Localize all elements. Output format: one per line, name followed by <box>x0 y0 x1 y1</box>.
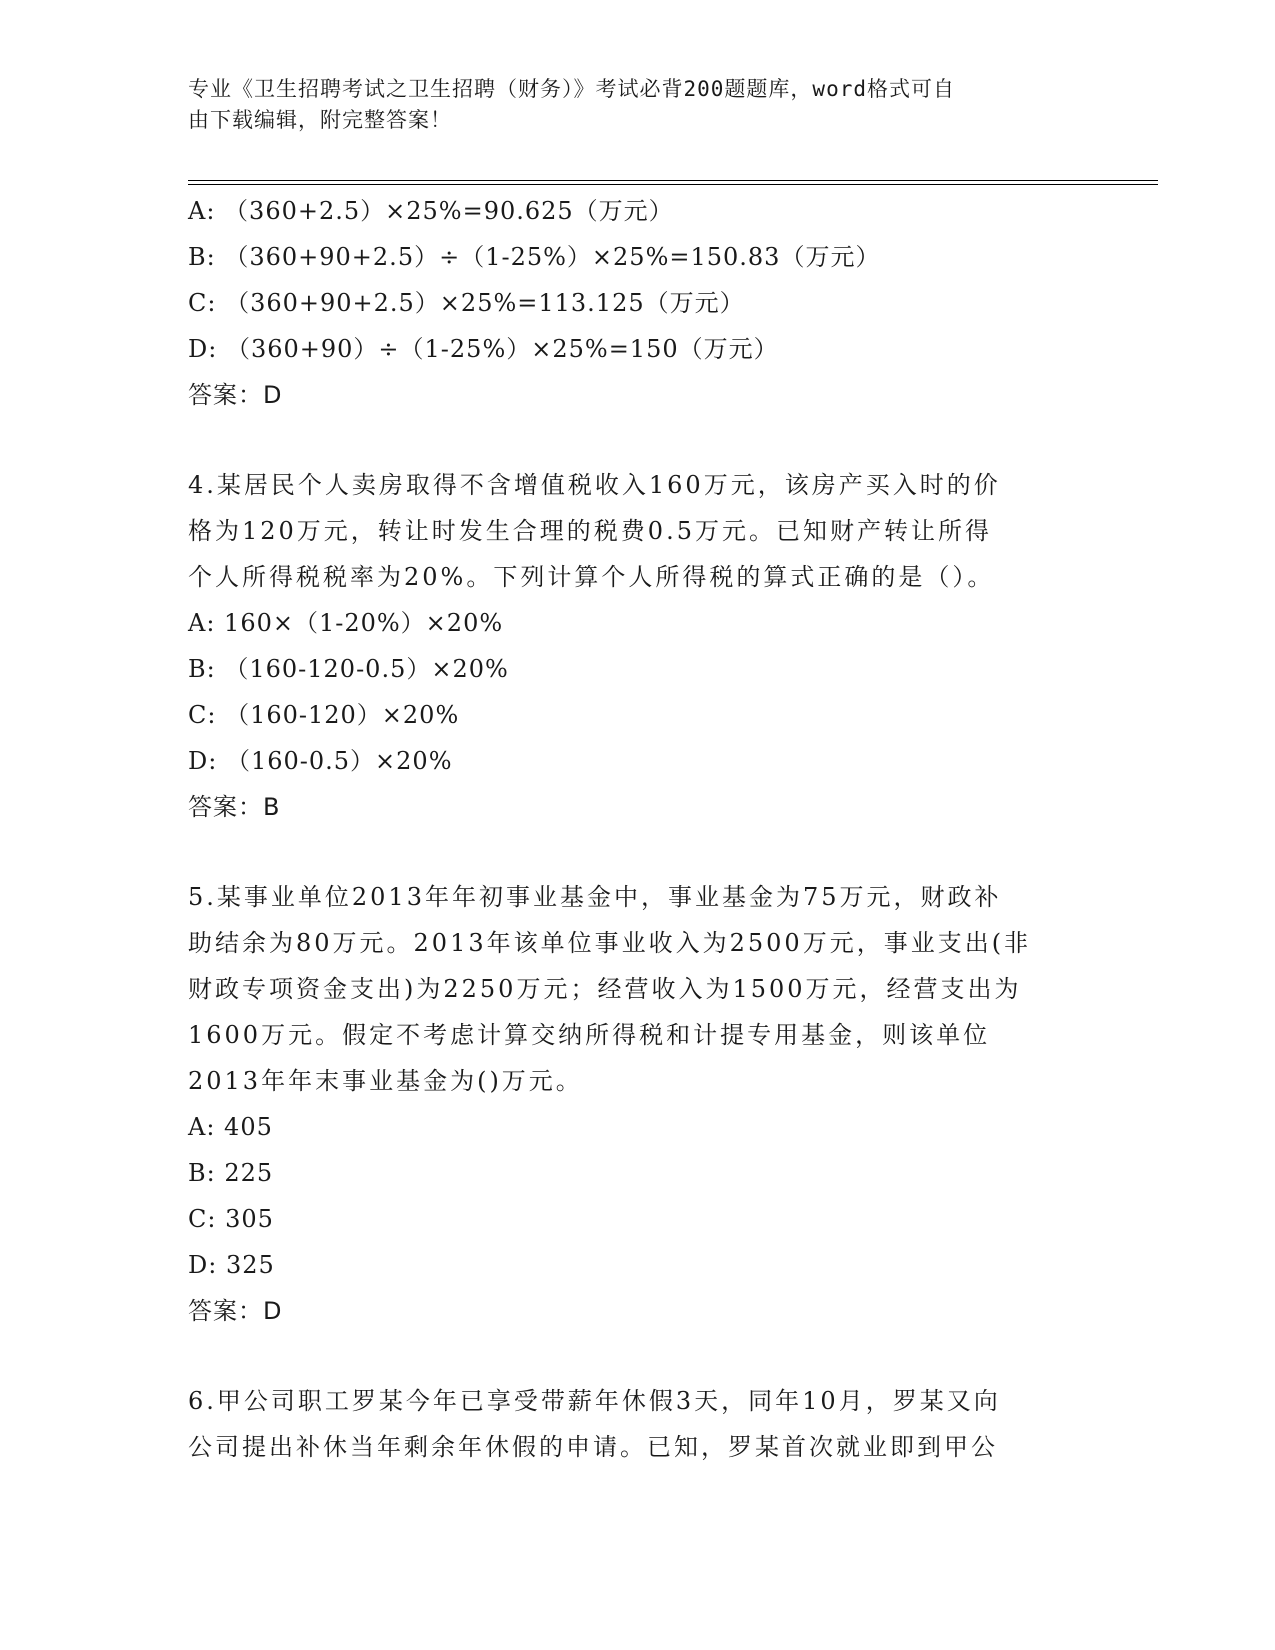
option-d: D: （160-0.5）×20% <box>188 747 453 775</box>
option-b: B: （160-120-0.5）×20% <box>188 655 509 683</box>
document-body <box>188 188 1088 1470</box>
option-d: D: 325 <box>188 1251 275 1279</box>
answer: 答案：D <box>188 1297 283 1325</box>
question-3 <box>188 188 1088 418</box>
option-a: A: （360+2.5）×25%=90.625（万元） <box>188 197 674 225</box>
question-stem-line: 1600万元。假定不考虑计算交纳所得税和计提专用基金，则该单位 <box>188 1021 991 1049</box>
question-stem-line: 5.某事业单位2013年年初事业基金中，事业基金为75万元，财政补 <box>188 883 1002 911</box>
question-stem-line: 公司提出补休当年剩余年休假的申请。已知，罗某首次就业即到甲公 <box>188 1433 998 1461</box>
option-b: B: 225 <box>188 1159 274 1187</box>
question-6 <box>188 1378 1088 1470</box>
option-c: C: （160-120）×20% <box>188 701 460 729</box>
header-divider <box>188 180 1158 181</box>
option-b: B: （360+90+2.5）÷（1-25%）×25%=150.83（万元） <box>188 243 881 271</box>
question-4 <box>188 462 1088 830</box>
header-line: 专业《卫生招聘考试之卫生招聘（财务）》考试必背200题题库，word格式可自 <box>188 77 955 101</box>
answer: 答案：D <box>188 381 283 409</box>
option-a: A: 160×（1-20%）×20% <box>188 609 504 637</box>
question-stem-line: 个人所得税税率为20%。下列计算个人所得税的算式正确的是（）。 <box>188 563 995 591</box>
answer: 答案：B <box>188 793 281 821</box>
question-stem-line: 6.甲公司职工罗某今年已享受带薪年休假3天，同年10月，罗某又向 <box>188 1387 1001 1415</box>
question-stem-line: 格为120万元，转让时发生合理的税费0.5万元。已知财产转让所得 <box>188 517 992 545</box>
question-stem-line: 财政专项资金支出)为2250万元；经营收入为1500万元，经营支出为 <box>188 975 1022 1003</box>
question-stem-line: 2013年年末事业基金为()万元。 <box>188 1067 583 1095</box>
header-line: 由下载编辑，附完整答案！ <box>188 108 452 132</box>
question-stem-line: 助结余为80万元。2013年该单位事业收入为2500万元，事业支出(非 <box>188 929 1032 957</box>
page-header <box>188 74 1088 136</box>
option-d: D: （360+90）÷（1-25%）×25%=150（万元） <box>188 335 779 363</box>
header-divider <box>188 184 1158 185</box>
option-c: C: 305 <box>188 1205 274 1233</box>
question-stem-line: 4.某居民个人卖房取得不含增值税收入160万元，该房产买入时的价 <box>188 471 1001 499</box>
option-c: C: （360+90+2.5）×25%=113.125（万元） <box>188 289 745 317</box>
option-a: A: 405 <box>188 1113 273 1141</box>
question-5 <box>188 874 1088 1334</box>
